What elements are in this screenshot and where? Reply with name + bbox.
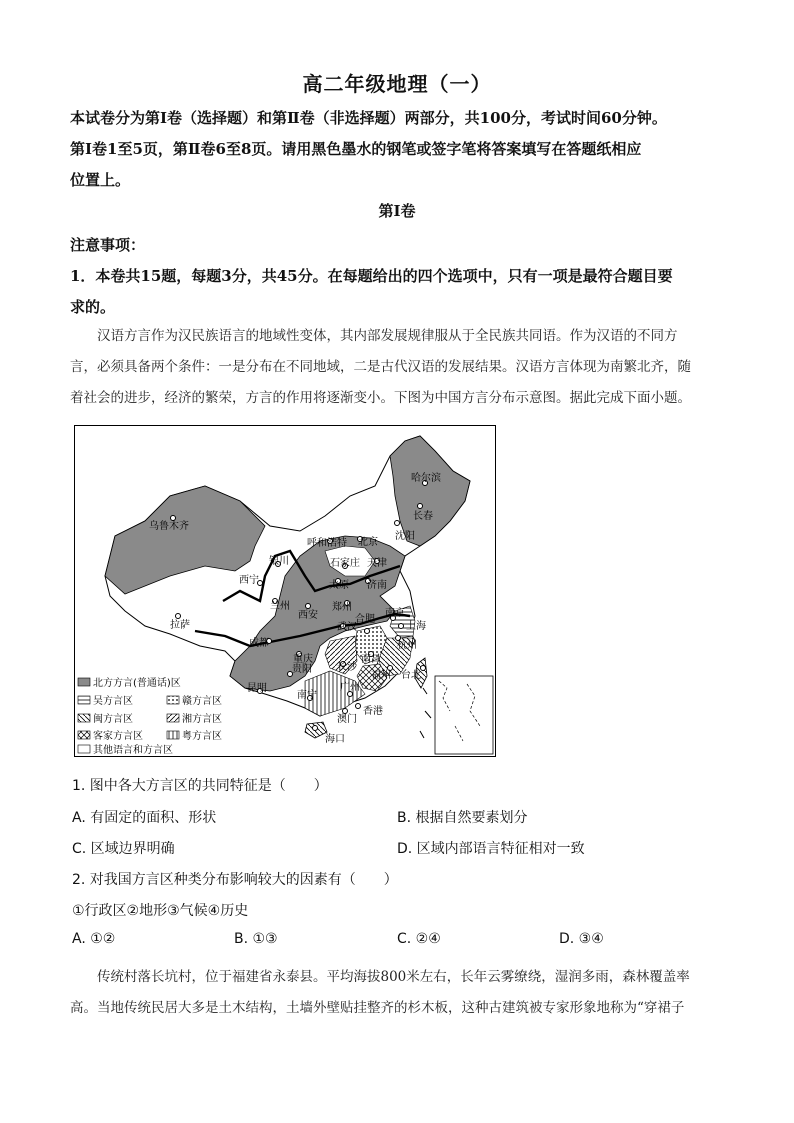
- q1-option-d[interactable]: D. 区域内部语言特征相对一致: [397, 841, 585, 857]
- city-chengdu: 成都: [249, 638, 269, 649]
- legend-min: 闽方言区: [93, 714, 133, 725]
- passage2-line-1: 传统村落长坑村，位于福建省永泰县。平均海拔800米左右，长年云雾缭绕，湿润多雨，森林覆盖率: [97, 969, 690, 985]
- city-beijing: 北京: [358, 537, 378, 548]
- intro-line-3: 位置上。: [70, 171, 131, 189]
- dialect-map: [74, 425, 496, 757]
- q1-option-a[interactable]: A. 有固定的面积、形状: [72, 810, 217, 826]
- intro-line-2: 第Ⅰ卷1至5页，第Ⅱ卷6至8页。请用黑色墨水的钢笔或签字笔将答案填写在答题纸相应: [70, 140, 642, 158]
- city-nanchang: 南昌: [361, 654, 381, 665]
- city-fuzhou: 福州: [371, 670, 391, 681]
- q2-option-b[interactable]: B. ①③: [234, 931, 278, 947]
- notice-line-1: 1．本卷共15题，每题3分，共45分。在每题给出的四个选项中，只有一项是最符合题目要: [70, 267, 673, 285]
- city-xian: 西安: [298, 610, 318, 621]
- q2-option-c[interactable]: C. ②④: [397, 931, 441, 947]
- city-wuhan: 武汉: [337, 622, 357, 633]
- city-urumqi: 乌鲁木齐: [149, 521, 189, 532]
- city-guiyang: 贵阳: [292, 664, 312, 675]
- city-jinan: 济南: [367, 580, 387, 591]
- city-nanning: 南宁: [297, 690, 317, 701]
- city-hohhot: 呼和浩特: [307, 538, 347, 549]
- q1-stem: 1. 图中各大方言区的共同特征是（ ）: [72, 778, 328, 794]
- legend-north: 北方方言(普通话)区: [93, 678, 181, 689]
- legend-hakka: 客家方言区: [93, 731, 143, 742]
- city-xining: 西宁: [239, 575, 259, 586]
- legend-yue: 粤方言区: [182, 731, 222, 742]
- q1-option-b[interactable]: B. 根据自然要素划分: [397, 810, 528, 826]
- city-haikou: 海口: [325, 734, 345, 745]
- section-title: 第Ⅰ卷: [378, 202, 416, 220]
- q2-option-a[interactable]: A. ①②: [72, 931, 116, 947]
- city-macau: 澳门: [337, 714, 357, 725]
- city-shanghai: 上海: [406, 621, 426, 632]
- city-lhasa: 拉萨: [170, 620, 190, 631]
- city-changsha: 长沙: [337, 662, 357, 673]
- city-chongqing: 重庆: [293, 654, 313, 665]
- map-legend: [78, 676, 222, 756]
- legend-xiang: 湘方言区: [182, 714, 222, 725]
- notice-line-2: 求的。: [70, 298, 116, 316]
- legend-wu: 吴方言区: [93, 696, 133, 707]
- intro-line-1: 本试卷分为第Ⅰ卷（选择题）和第Ⅱ卷（非选择题）两部分，共100分，考试时间60分钟。: [70, 109, 667, 127]
- q2-stem: 2. 对我国方言区种类分布影响较大的因素有（ ）: [72, 872, 398, 888]
- city-hefei: 合肥: [355, 614, 375, 625]
- legend-other: 其他语言和方言区: [93, 745, 173, 756]
- passage1-line-1: 汉语方言作为汉民族语言的地域性变体，其内部发展规律服从于全民族共同语。作为汉语的不同方: [97, 328, 678, 344]
- q2-option-d[interactable]: D. ③④: [559, 931, 604, 947]
- passage2-line-2: 高。当地传统民居大多是土木结构，土墙外壁贴挂整齐的杉木板，这种古建筑被专家形象地称为“穿裙子: [70, 1000, 685, 1016]
- city-kunming: 昆明: [247, 683, 267, 694]
- passage1-line-3: 着社会的进步，经济的繁荣，方言的作用将逐渐变小。下图为中国方言分布示意图。据此完成下面小题。: [70, 390, 691, 406]
- legend-gan: 赣方言区: [182, 696, 222, 707]
- city-taipei: 台北: [401, 670, 421, 681]
- city-zhengzhou: 郑州: [332, 602, 352, 613]
- city-shenyang: 沈阳: [395, 531, 415, 542]
- south-sea-inset: [435, 676, 493, 754]
- city-guangzhou: 广州: [340, 682, 360, 693]
- city-hangzhou: 杭州: [397, 640, 417, 651]
- city-shijiazhuang: 石家庄: [330, 558, 360, 569]
- city-lanzhou: 兰州: [270, 601, 290, 612]
- city-yinchuan: 银川: [269, 556, 289, 567]
- passage1-line-2: 言，必须具备两个条件：一是分布在不同地域，二是古代汉语的发展结果。汉语方言体现为南繁北齐，随: [70, 359, 691, 375]
- city-nanjing: 南京: [385, 608, 405, 619]
- city-changchun: 长春: [413, 511, 433, 522]
- city-taiyuan: 太原: [329, 580, 349, 591]
- q1-option-c[interactable]: C. 区域边界明确: [72, 841, 175, 857]
- city-hongkong: 香港: [363, 706, 383, 717]
- notice-title: 注意事项：: [70, 236, 146, 254]
- q2-items: ①行政区②地形③气候④历史: [72, 903, 249, 919]
- city-tianjin: 天津: [367, 558, 387, 569]
- page-title: 高二年级地理（一）: [302, 72, 492, 96]
- city-harbin: 哈尔滨: [411, 473, 441, 484]
